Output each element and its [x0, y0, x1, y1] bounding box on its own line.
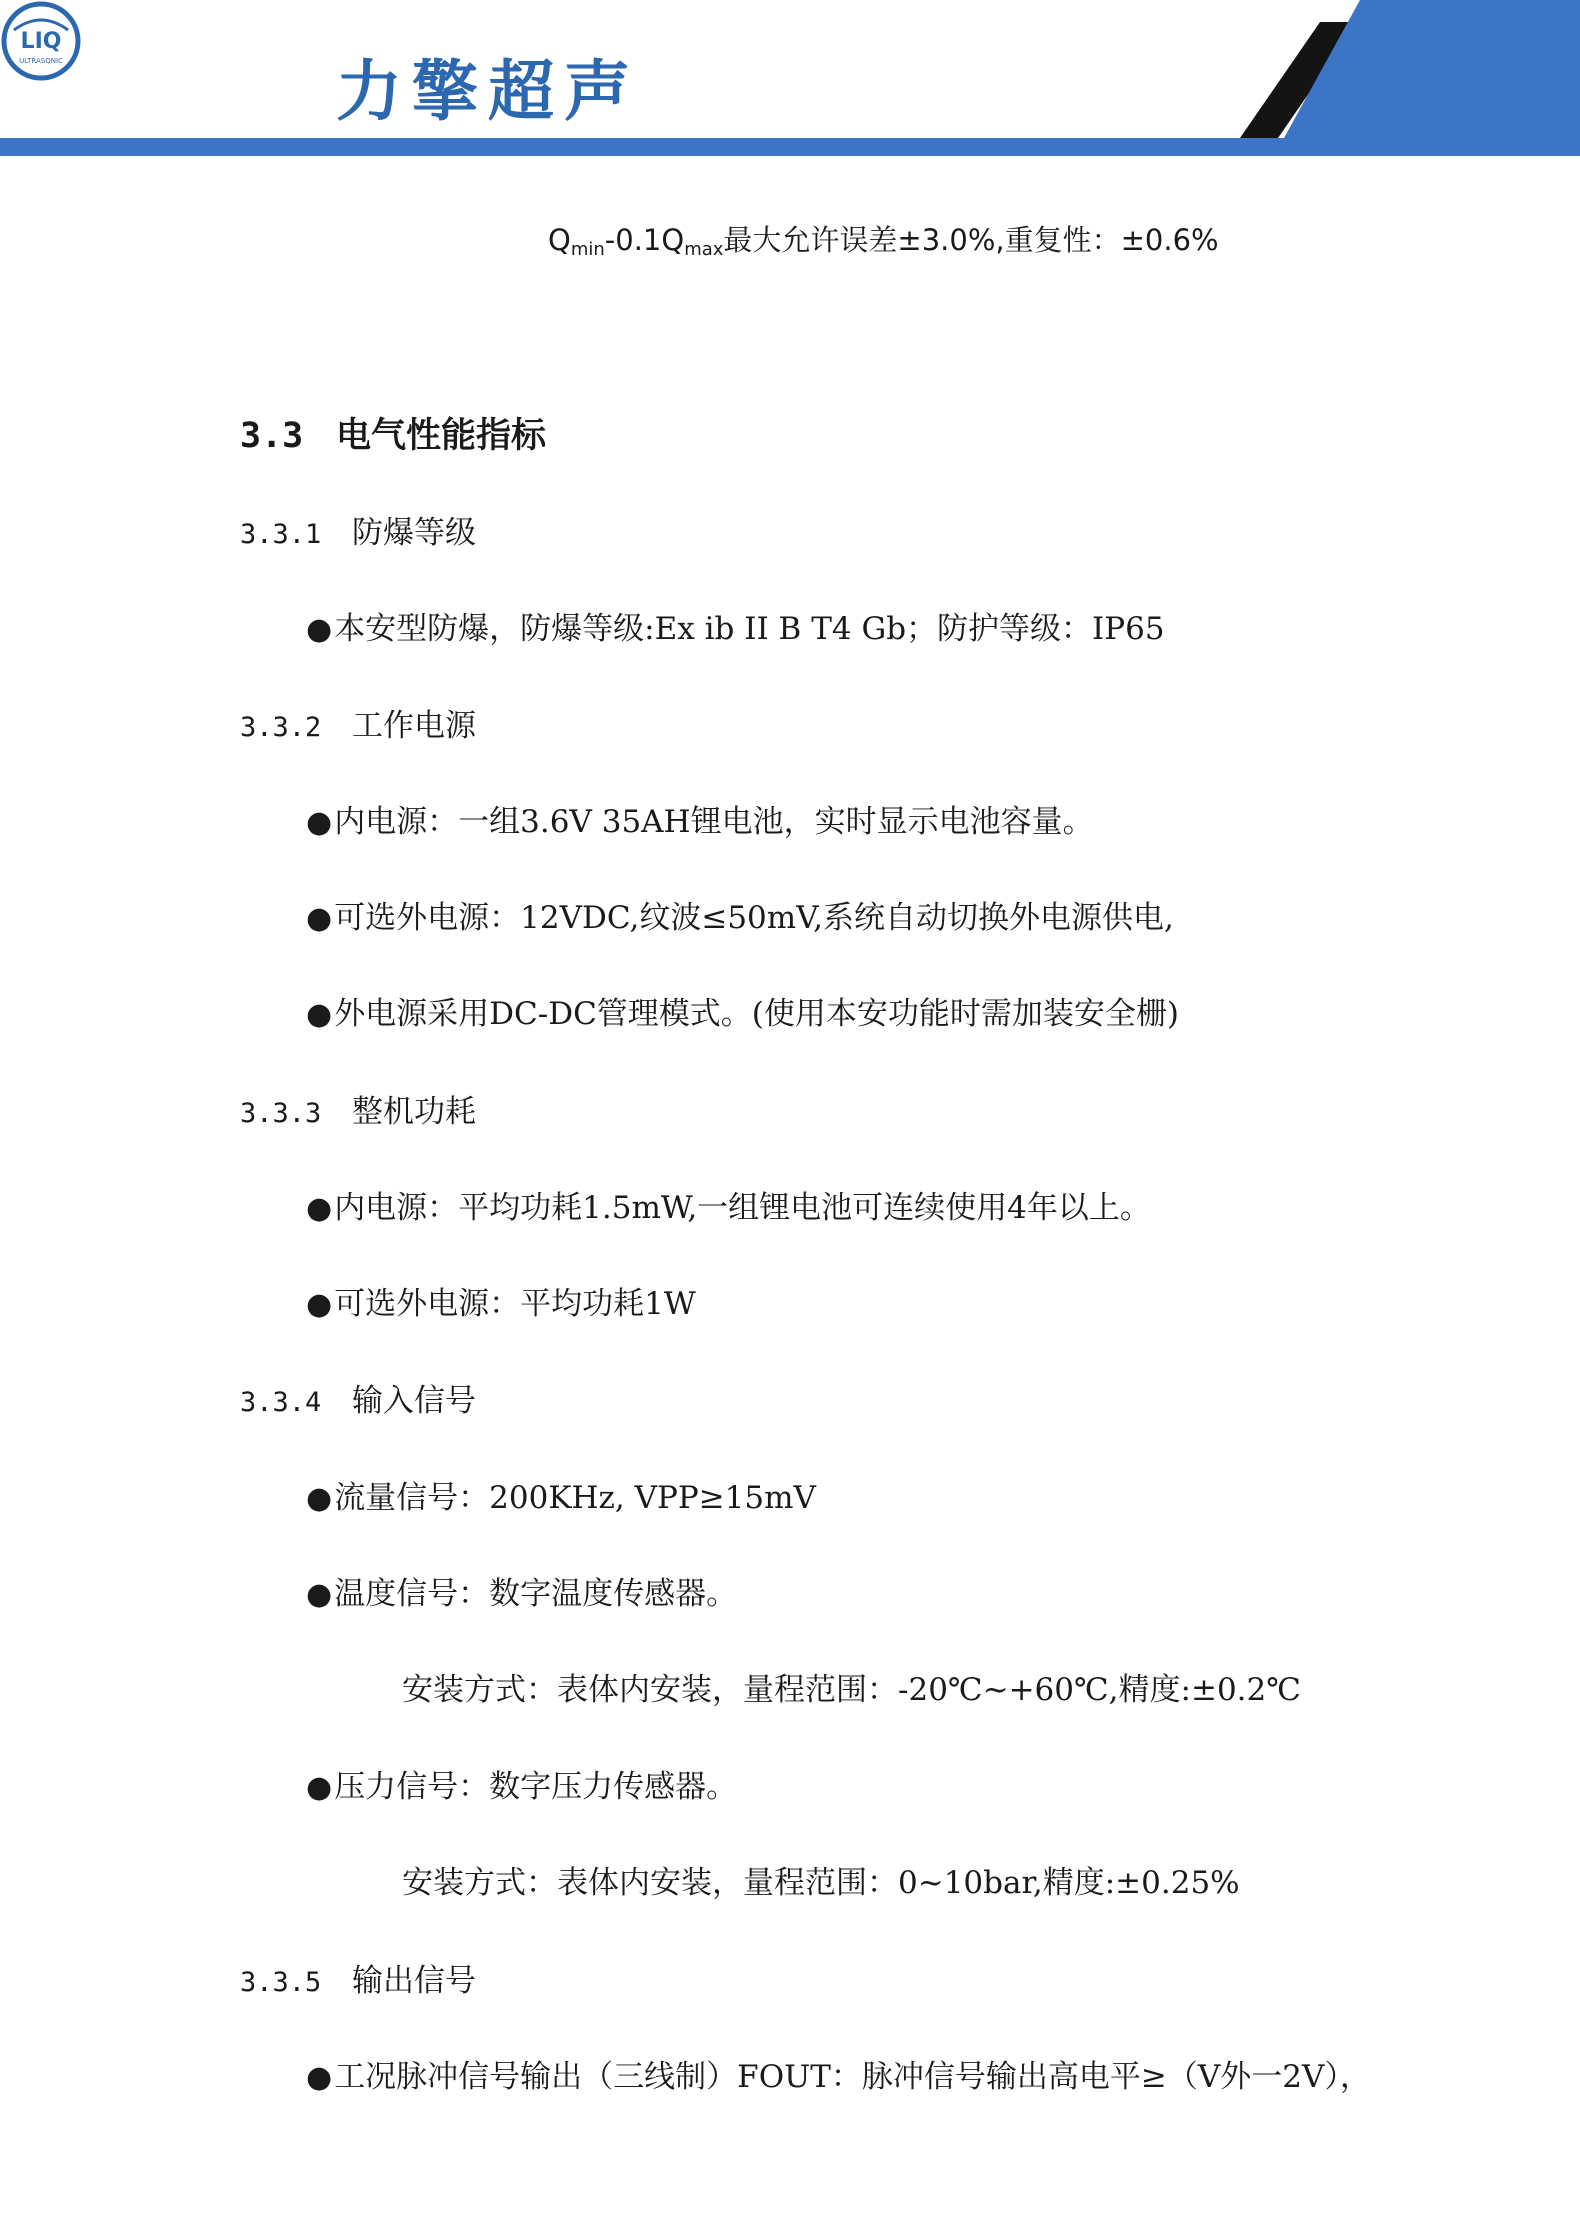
bullet-icon: ● — [306, 612, 333, 647]
page-header — [0, 0, 1580, 160]
list-item-explosion — [306, 603, 1165, 648]
list-item-text: 可选外电源：12VDC,纹波≤50mV,系统自动切换外电源供电, — [334, 900, 1174, 936]
list-item-text: 内电源：平均功耗1.5mW,一组锂电池可连续使用4年以上。 — [334, 1190, 1151, 1226]
temp-install-detail: 安装方式：表体内安装，量程范围：-20℃~+60℃,精度:±0.2℃ — [402, 1672, 1301, 1708]
bullet-icon: ● — [306, 805, 333, 840]
subsection-title: 整机功耗 — [352, 1094, 476, 1130]
subsection-number: 3.3.1 — [240, 519, 322, 550]
bullet-icon: ● — [306, 1577, 333, 1612]
list-item-internal-power — [306, 796, 1094, 841]
q-symbol: Q — [548, 223, 571, 257]
header-blue-corner — [1284, 0, 1580, 138]
list-item-text: 本安型防爆，防爆等级:Ex ib II B T4 Gb；防护等级：IP65 — [334, 611, 1165, 647]
subsection-title: 输入信号 — [352, 1383, 476, 1419]
bullet-icon: ● — [306, 1770, 333, 1805]
bullet-icon: ● — [306, 997, 333, 1032]
list-item-external-consumption — [306, 1278, 696, 1323]
list-item-text: 工况脉冲信号输出（三线制）FOUT：脉冲信号输出高电平≥（V外一2V）， — [334, 2059, 1371, 2095]
subsection-title: 工作电源 — [352, 708, 476, 744]
svg-text:LIQ: LIQ — [20, 29, 62, 54]
subsection-3-3-3 — [240, 1086, 476, 1131]
section-heading — [240, 408, 546, 458]
list-item-text: 温度信号：数字温度传感器。 — [334, 1576, 738, 1612]
svg-text:ULTRASONIC: ULTRASONIC — [19, 57, 63, 65]
subsection-3-3-5 — [240, 1955, 476, 2000]
list-item-text: 压力信号：数字压力传感器。 — [334, 1769, 738, 1805]
subsection-3-3-1 — [240, 507, 476, 552]
list-item-internal-consumption — [306, 1182, 1151, 1227]
bullet-icon: ● — [306, 901, 333, 936]
subsection-3-3-4 — [240, 1375, 476, 1420]
list-item-pressure-signal — [306, 1761, 737, 1806]
bullet-icon: ● — [306, 2060, 333, 2095]
header-blue-bar — [0, 138, 1580, 156]
subsection-number: 3.3.2 — [240, 712, 322, 743]
subsection-number: 3.3.4 — [240, 1387, 322, 1418]
subsection-title: 输出信号 — [352, 1963, 476, 1999]
list-item-flow-signal — [306, 1472, 816, 1517]
pressure-install-detail: 安装方式：表体内安装，量程范围：0~10bar,精度:±0.25% — [402, 1865, 1240, 1901]
section-title: 电气性能指标 — [336, 416, 547, 456]
subsection-number: 3.3.5 — [240, 1967, 322, 1998]
subsection-3-3-2 — [240, 700, 476, 745]
header-decoration — [0, 0, 1580, 160]
q-max-subscript: max — [684, 239, 724, 260]
subsection-title: 防爆等级 — [352, 515, 476, 551]
accuracy-tail: 最大允许误差±3.0%,重复性：±0.6% — [723, 223, 1219, 257]
list-item-text: 外电源采用DC-DC管理模式。(使用本安功能时需加装安全栅) — [334, 996, 1179, 1032]
q-middle: -0.1Q — [604, 223, 685, 257]
list-item-text: 流量信号：200KHz, VPP≥15mV — [334, 1480, 816, 1516]
bullet-icon: ● — [306, 1191, 333, 1226]
list-item-text: 内电源：一组3.6V 35AH锂电池，实时显示电池容量。 — [334, 804, 1094, 840]
accuracy-spec-line — [548, 218, 1219, 260]
brand-name: 力擎超声 — [336, 52, 640, 130]
subsection-number: 3.3.3 — [240, 1098, 322, 1129]
section-number: 3.3 — [240, 416, 304, 456]
list-item-optional-power — [306, 892, 1174, 937]
brand-logo-icon — [0, 0, 82, 82]
q-min-subscript: min — [570, 239, 605, 260]
bullet-icon: ● — [306, 1481, 333, 1516]
list-item-text: 可选外电源：平均功耗1W — [334, 1286, 696, 1322]
list-item-dcdc — [306, 988, 1179, 1033]
bullet-icon: ● — [306, 1287, 333, 1322]
list-item-pulse-output — [306, 2051, 1371, 2096]
list-item-temp-signal — [306, 1568, 737, 1613]
